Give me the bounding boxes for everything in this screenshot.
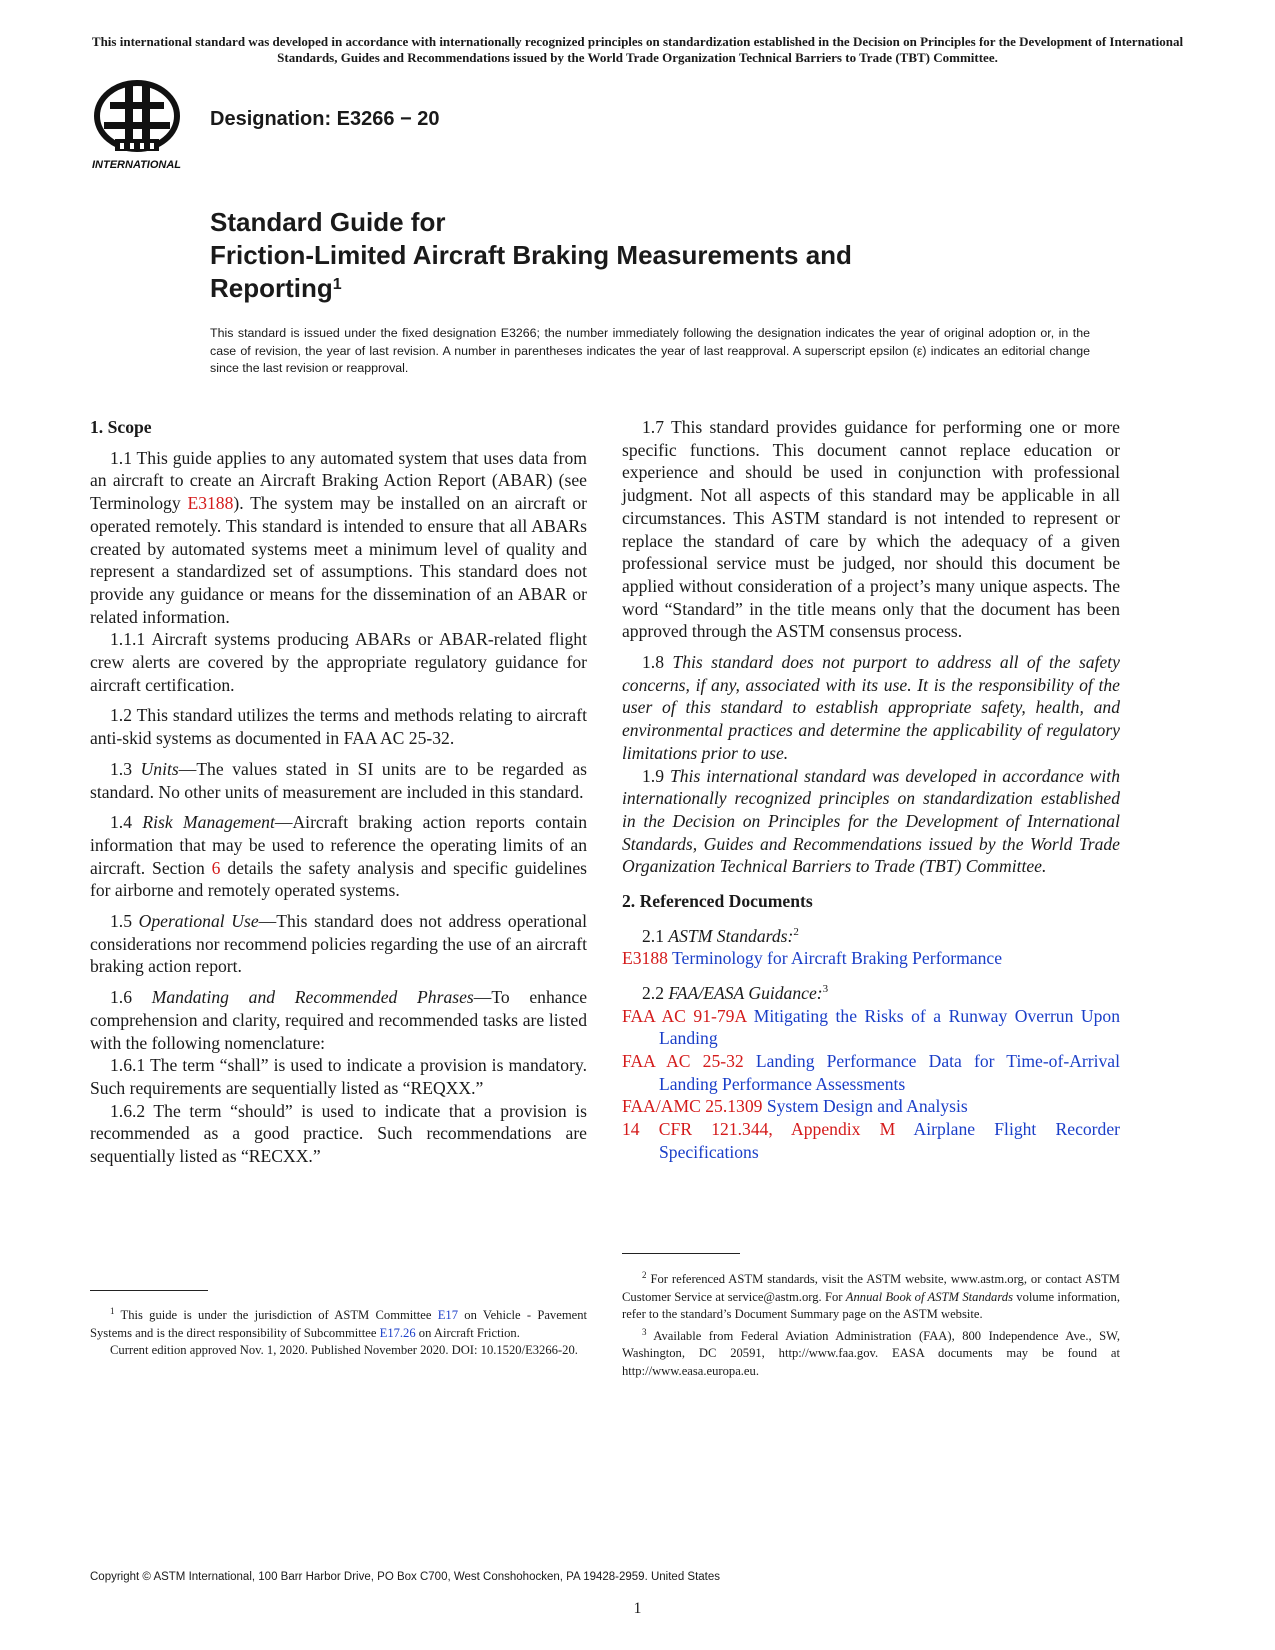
para-1-3 <box>90 758 587 803</box>
amc-25-1309-title[interactable]: System Design and Analysis <box>762 1096 968 1117</box>
footnote-2 <box>622 1267 1120 1324</box>
para-1-9-num: 1.9 <box>642 765 670 786</box>
references-heading: 2. Referenced Documents <box>622 891 813 912</box>
para-1-5 <box>90 910 587 978</box>
ac-25-32-code[interactable]: FAA AC 25-32 <box>622 1051 744 1071</box>
reference-amc-25-1309[interactable] <box>622 1095 1120 1118</box>
faa-guidance-label <box>622 978 1120 1005</box>
para-1-4-num: 1.4 <box>110 812 143 833</box>
e17-26-link[interactable]: E17.26 <box>379 1325 416 1340</box>
para-1-4-text-2: details the safety analysis and specific guidelines for airborne and remotely operated systems. <box>90 857 588 901</box>
para-1-2: 1.2 This standard utilizes the terms and methods relating to aircraft anti-skid systems as documented in FAA AC 25-32. <box>90 705 587 749</box>
footnote-1-text-3: on Aircraft Friction. <box>415 1325 520 1340</box>
para-1-1-text: 1.1 This guide applies to any automated system that uses data from an aircraft to create an Aircraft Braking Action Report (ABAR) (see Terminology <box>90 447 587 514</box>
footnote-1-text-2: on Vehicle - Pavement Systems and is the direct responsibility of Subcommittee <box>90 1308 587 1340</box>
ac-25-32-title[interactable]: Landing Performance Data for Time-of-Arrival Landing Performance Assessments <box>659 1051 1120 1094</box>
astm-label: ASTM Standards: <box>668 925 794 946</box>
issued-note: This standard is issued under the fixed designation E3266; the number immediately following the designation indicates the year of original adoption or, in the case of revision, the year of last revision. A number in parentheses indicates the year of last reapproval. A superscript epsilon (ε) indicates an editorial change since the last revision or reapproval. <box>210 326 1090 375</box>
para-1-1-text-2: ). The system may be installed on an aircraft or operated remotely. This standard is intended to ensure that all ABARs created by automated systems meet a minimum level of quality and represent a standardized set of assumptions. This standard does not provide any guidance or means for the dissemination of an ABAR or related information. <box>90 493 587 627</box>
para-1-3-term: Units <box>140 758 179 779</box>
amc-25-1309-code[interactable]: FAA/AMC 25.1309 <box>622 1096 763 1117</box>
astm-num: 2.1 <box>642 925 669 946</box>
scope-heading: 1. Scope <box>90 417 152 437</box>
footnote-1-text: This guide is under the jurisdiction of ASTM Committee <box>114 1308 438 1323</box>
astm-standards-label <box>622 921 1120 948</box>
faa-num: 2.2 <box>642 982 669 1003</box>
para-1-6-1: 1.6.1 The term “shall” is used to indicate a provision is mandatory. Such requirements are sequentially listed as “REQXX.” <box>90 1055 587 1098</box>
footnote-1-mark: 1 <box>110 1306 115 1316</box>
para-1-6-num: 1.6 <box>110 987 152 1008</box>
logo-caption: INTERNATIONAL <box>92 159 182 171</box>
para-1-7: 1.7 This standard provides guidance for performing one or more specific functions. This document cannot replace education or experience and should be used in conjunction with professional judgment. Not all aspects of this standard may be applicable in all circumstances. This ASTM standard is not intended to represent or replace the standard of care by which the adequacy of a given professional service must be judged, nor should this document be applied without consideration of a project’s many unique aspects. The word “Standard” in the title means only that the document has been approved through the ASTM consensus process. <box>622 417 1120 642</box>
footnote-2-italic: Annual Book of ASTM Standards <box>845 1289 1013 1304</box>
para-1-8-num: 1.8 <box>642 652 673 673</box>
para-1-1 <box>90 447 587 629</box>
title-line-1: Standard Guide for <box>210 207 446 237</box>
reference-14-cfr[interactable] <box>622 1118 1120 1163</box>
cfr-title[interactable]: Airplane Flight Recorder Specifications <box>659 1119 1120 1162</box>
ac-91-79a-title[interactable]: Mitigating the Risks of a Runway Overrun Upon Landing <box>659 1005 1121 1049</box>
para-1-6-term: Mandating and Recommended Phrases <box>151 987 474 1008</box>
title-line-3-text: Reporting <box>210 273 333 303</box>
designation: Designation: E3266 − 20 <box>210 108 440 130</box>
para-1-5-text: —This standard does not address operational considerations nor recommend policies regarding the use of an aircraft braking action report. <box>90 911 587 977</box>
para-1-4-text: —Aircraft braking action reports contain information that may be used to reference the operating limits of an aircraft. Section <box>90 812 587 878</box>
para-1-5-term: Operational Use <box>138 911 259 932</box>
footnotes-right <box>622 1267 1120 1380</box>
e3188-title[interactable]: Terminology for Aircraft Braking Performance <box>667 948 1003 969</box>
e17-link[interactable]: E17 <box>437 1308 459 1323</box>
title-line-2: Friction-Limited Aircraft Braking Measurements and <box>210 240 852 270</box>
page-number: 1 <box>633 1600 642 1617</box>
para-1-6-2: 1.6.2 The term “should” is used to indicate that a provision is recommended as a good practice. Such recommendations are sequentially listed as “RECXX.” <box>90 1100 587 1167</box>
para-1-4 <box>90 811 587 902</box>
footnote-2-mark: 2 <box>642 1270 647 1280</box>
cfr-code[interactable]: 14 CFR 121.344, Appendix M <box>622 1119 896 1140</box>
para-1-9 <box>622 765 1120 879</box>
astm-logo-icon <box>90 80 200 172</box>
e3188-code[interactable]: E3188 <box>622 948 668 969</box>
para-1-3-num: 1.3 <box>110 758 141 779</box>
astm-footnote-mark: 2 <box>793 925 799 938</box>
title-line-3 <box>210 272 852 305</box>
section-6-link[interactable]: 6 <box>211 857 221 878</box>
footnote-rule-right <box>622 1253 740 1254</box>
copyright: Copyright © ASTM International, 100 Barr Harbor Drive, PO Box C700, West Conshohocken, PA 19428-2959. United States <box>90 1571 721 1583</box>
left-column <box>90 416 587 1168</box>
document-title <box>210 206 852 305</box>
footnotes-left <box>90 1303 587 1360</box>
para-1-3-text: —The values stated in SI units are to be regarded as standard. No other units of measurement are included in this standard. <box>90 758 587 802</box>
footnote-3-text: Available from Federal Aviation Administration (FAA), 800 Independence Ave., SW, Washington, DC 20591, http://www.faa.gov. EASA documents may be found at http://www.easa.europa.eu. <box>622 1328 1120 1378</box>
para-1-5-num: 1.5 <box>110 911 139 932</box>
right-column <box>622 416 1120 1164</box>
reference-e3188[interactable] <box>622 947 1120 970</box>
ac-91-79a-code[interactable]: FAA AC 91-79A <box>622 1005 747 1026</box>
faa-label: FAA/EASA Guidance: <box>668 982 823 1003</box>
reference-ac-25-32[interactable] <box>622 1050 1120 1095</box>
astm-logo <box>90 80 200 172</box>
footnote-2-text: For referenced ASTM standards, visit the ASTM website, www.astm.org, or contact ASTM Customer Service at service@astm.org. For <box>622 1272 1120 1304</box>
e3188-link[interactable]: E3188 <box>187 493 234 514</box>
para-1-6-text: —To enhance comprehension and clarity, required and recommended tasks are listed with the following nomenclature: <box>90 987 588 1053</box>
para-1-9-text: This international standard was developed in accordance with internationally recognized principles on standardization established in the Decision on Principles for the Development of International Standards, Guides and Recommendations issued by the World Trade Organization Technical Barriers to Trade (TBT) Committee. <box>622 765 1120 877</box>
para-1-1-1: 1.1.1 Aircraft systems producing ABARs or ABAR-related flight crew alerts are covered by the appropriate regulatory guidance for aircraft certification. <box>90 629 587 695</box>
title-footnote-mark: 1 <box>332 276 342 293</box>
tbt-notice: This international standard was developed in accordance with internationally recognized principles on standardization established in the Decision on Principles for the Development of International Standards, Guides and Recommendations issued by the World Trade Organization Technical Barriers to Trade (TBT) Committee. <box>91 34 1184 65</box>
para-1-6 <box>90 986 587 1054</box>
footnote-2-text-2: volume information, refer to the standard’s Document Summary page on the ASTM website. <box>622 1289 1120 1322</box>
footnote-1-edition: Current edition approved Nov. 1, 2020. Published November 2020. DOI: 10.1520/E3266-20. <box>110 1343 578 1358</box>
para-1-8 <box>622 651 1120 765</box>
footnote-1 <box>90 1303 587 1342</box>
para-1-8-text: This standard does not purport to address all of the safety concerns, if any, associated with its use. It is the responsibility of the user of this standard to establish appropriate safety, health, and environmental practices and determine the applicability of regulatory limitations prior to use. <box>622 652 1120 763</box>
footnote-rule-left <box>90 1290 208 1291</box>
faa-footnote-mark: 3 <box>822 983 829 996</box>
footnote-3 <box>622 1324 1120 1381</box>
para-1-4-term: Risk Management <box>142 812 275 833</box>
reference-ac-91-79a[interactable] <box>622 1005 1120 1050</box>
footnote-3-mark: 3 <box>642 1326 647 1337</box>
